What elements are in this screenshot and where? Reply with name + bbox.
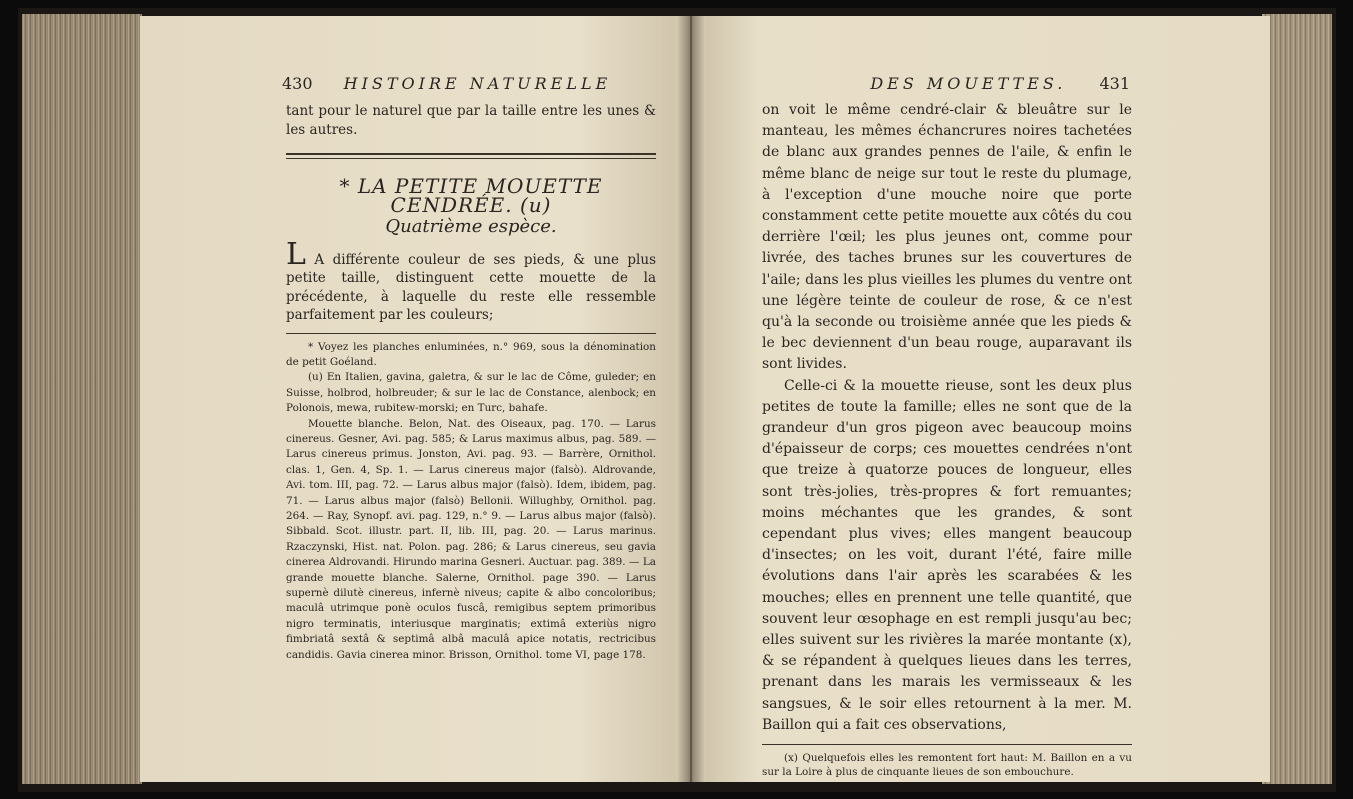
footnote-2: (u) En Italien, gavina, galetra, & sur le lac de Côme, guleder; en Suisse, holbrod, holbreuder; & sur le lac de Constance, alenbock; en Polonois, mewa, rubitew-morski; en Turc, bahafe. [286, 371, 656, 415]
left-page-number: 430 [282, 74, 313, 93]
section-body-text: A différente couleur de ses pieds, & une plus petite taille, distinguent cette mouette de la précédente, à laquelle du reste elle ressemble parfaitement par les couleurs; [286, 251, 656, 323]
right-footnotes [762, 751, 1132, 779]
left-running-title: HISTOIRE NATURELLE [343, 74, 612, 93]
right-paragraph-1: on voit le même cendré-clair & bleuâtre sur le manteau, les mêmes échancrures noires tachetées de blanc aux grandes pennes de l'aile, & enfin le même blanc de neige sur tout le reste du plumage, à l'exception d'une mouche noire que porte constamment cette petite mouette aux côtés du cou derrière l'œil; les plus jeunes ont, comme pour livrée, des taches brunes sur les couvertures de l'aile; dans les plus vieilles les plumes du ventre ont une légère teinte de couleur de rose, & ce n'est qu'à la seconde ou troisième année que les pieds & le bec deviennent d'un beau rouge, auparavant ils sont livides. [762, 102, 1132, 373]
section-rule-thin [286, 158, 656, 159]
section-body [286, 236, 656, 325]
section-title: * LA PETITE MOUETTE CENDRÉE. (u) [339, 174, 603, 217]
footnote-3: Mouette blanche. Belon, Nat. des Oiseaux, pag. 170. — Larus cinereus. Gesner, Avi. pag. 585; & Larus maximus albus, pag. 589. — Larus cinereus primus. Jonston, Avi. pag. 93. — Barrère, Ornithol. clas. 1, Gen. 4, Sp. 1. — Larus cinereus major (falsò). Aldrovande, Avi. tom. III, pag. 72. — Larus albus major (falsò). Idem, ibidem, pag. 71. — Larus albus major (falsò) Bellonii. Willughby, Ornithol. pag. 264. — Ray, Synopf. avi. pag. 129, n.° 9. — Larus albus major (falsò). Sibbald. Scot. illustr. part. II, lib. III, pag. 20. — Larus marinus. Rzaczynski, Hist. nat. Polon. pag. 286; & Larus cinereus, seu gavia cinerea Aldrovandi. Hirundo marina Gesneri. Auctuar. pag. 389. — La grande mouette blanche. Salerne, Ornithol. page 390. — Larus supernè dilutè cinereus, infernè niveus; capite & albo concoloribus; maculâ utrimque ponè oculos fuscâ, remigibus septem primoribus nigro terminatis, interiusque marginatis; extimâ exteriùs nigro fimbriatâ sextâ & septimâ albâ maculâ apice notatis, rectricibus candidis. Gavia cinerea minor. Brisson, Ornithol. tome VI, page 178. [286, 417, 656, 661]
left-running-head [282, 74, 662, 102]
right-running-head [840, 74, 1130, 102]
right-page-number: 431 [1099, 74, 1130, 93]
right-paragraph-2: Celle-ci & la mouette rieuse, sont les deux plus petites de toute la famille; elles ne sont que de la grandeur d'un gros pigeon avec beaucoup moins d'épaisseur de corps; ces mouettes cendrées n'ont que treize à quatorze pouces de longueur, elles sont très-jolies, très-propres & fort remuantes; moins méchantes que les grandes, & sont cependant plus vives; elles mangent beaucoup d'insectes; on les voit, durant l'été, faire mille évolutions dans l'air après les scarabées & les mouches; elles en prennent une telle quantité, que souvent leur œsophage en est rempli jusqu'au bec; elles suivent sur les rivières la marée montante (x), & se répandent à quelques lieues dans les terres, prenant dans les marais les vermisseaux & les sangsues, & le soir elles retournent à la mer. M. Baillon qui a fait ces observations, [762, 377, 1132, 733]
footnote-1: * Voyez les planches enluminées, n.° 969, sous la dénomination de petit Goéland. [286, 340, 656, 368]
page-edges-left [22, 14, 142, 784]
right-running-title: DES MOUETTES. [870, 74, 1067, 93]
footnote-rule [286, 333, 656, 334]
right-page-content [762, 100, 1132, 779]
book-gutter [676, 16, 706, 782]
right-footnote-rule [762, 744, 1132, 745]
right-footnote: (x) Quelquefois elles les remontent fort haut: M. Baillon en a vu sur la Loire à plus de cinquante lieues de son embouchure. [762, 752, 1132, 779]
left-footnotes [286, 340, 656, 664]
page-edges-right [1262, 14, 1332, 784]
drop-cap: L [286, 236, 306, 272]
intro-text: tant pour le naturel que par la taille entre les unes & les autres. [286, 103, 656, 138]
left-page-content [286, 102, 656, 663]
section-subtitle: Quatrième espèce. [385, 216, 557, 237]
section-rule [286, 153, 656, 155]
